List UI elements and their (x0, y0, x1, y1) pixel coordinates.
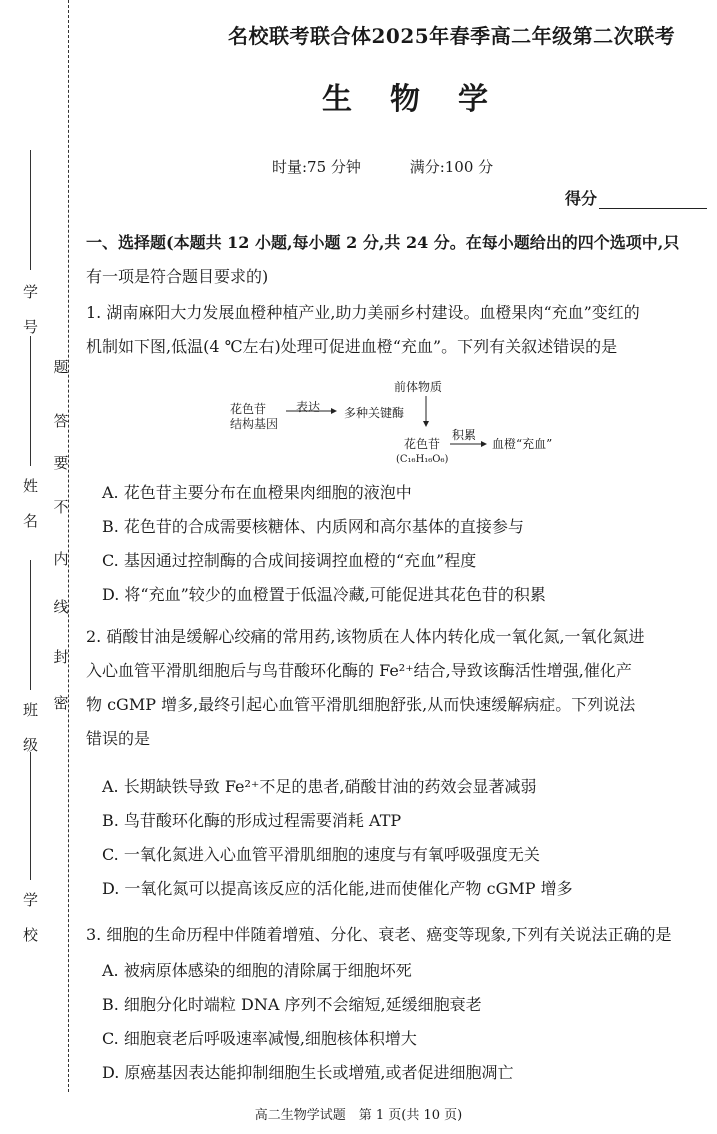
seal-char: 线 (53, 598, 69, 616)
field-label-school (22, 892, 40, 962)
section-heading-line1: 一、选择题(本题共 12 小题,每小题 2 分,共 24 分。在每小题给出的四个选项中,只 (86, 233, 680, 252)
option-a: A. 花色苷主要分布在血橙果肉细胞的液泡中 (102, 483, 412, 502)
seal-char: 内 (53, 550, 69, 568)
field-line-class (30, 560, 31, 690)
section-heading (86, 226, 706, 294)
seal-char: 答 (53, 412, 69, 430)
field-text: 学号 (21, 284, 39, 354)
seal-char: 封 (53, 648, 69, 666)
option-b: B. 细胞分化时端粒 DNA 序列不会缩短,延缓细胞衰老 (102, 995, 482, 1014)
option-c: C. 细胞衰老后呼吸速率减慢,细胞核体积增大 (102, 1029, 417, 1048)
option-a: A. 被病原体感染的细胞的清除属于细胞坏死 (102, 961, 412, 980)
option-a: A. 长期缺铁导致 Fe²⁺不足的患者,硝酸甘油的药效会显著减弱 (102, 777, 537, 796)
stem-line: 3. 细胞的生命历程中伴随着增殖、分化、衰老、癌变等现象,下列有关说法正确的是 (86, 925, 672, 944)
full-score-label: 满分:100 分 (409, 158, 494, 176)
stem-line: 1. 湖南麻阳大力发展血橙种植产业,助力美丽乡村建设。血橙果肉“充血”变红的 (86, 303, 640, 322)
gene-label-line1: 花色苷 (230, 402, 267, 416)
product-label: 花色苷 (404, 437, 441, 451)
question-1-stem (86, 296, 706, 364)
gene-label-line2: 结构基因 (230, 417, 279, 431)
anthocyanin-diagram (226, 376, 606, 472)
exam-meta (272, 156, 537, 177)
result-label: 血橙“充血” (492, 437, 553, 451)
formula-label: (C₁₆H₁₆O₆) (396, 454, 449, 465)
page-footer: 高二生物学试题 第 1 页(共 10 页) (254, 1108, 463, 1123)
exam-title: 名校联考联合体2025年春季高二年级第二次联考 (228, 24, 676, 48)
question-2-stem (86, 620, 706, 756)
field-line-name (30, 336, 31, 466)
question-3-stem (86, 918, 706, 952)
field-text: 姓名 (21, 478, 39, 548)
seal-char: 密 (53, 694, 69, 712)
stem-line: 物 cGMP 增多,最终引起心血管平滑肌细胞舒张,从而快速缓解病症。下列说法 (86, 695, 636, 714)
express-label: 表达 (296, 400, 321, 414)
question-2-options (102, 770, 573, 906)
option-b: B. 花色苷的合成需要核糖体、内质网和高尔基体的直接参与 (102, 517, 524, 536)
field-label-student-id (22, 284, 40, 354)
stem-line: 入心血管平滑肌细胞后与鸟苷酸环化酶的 Fe²⁺结合,导致该酶活性增强,催化产 (86, 661, 632, 680)
field-line-school (30, 752, 31, 880)
field-text: 班级 (21, 702, 39, 772)
stem-line: 错误的是 (86, 729, 151, 748)
seal-char: 不 (53, 498, 69, 516)
enzymes-label: 多种关键酶 (344, 406, 405, 420)
precursor-label: 前体物质 (394, 380, 443, 394)
time-label: 时量:75 分钟 (272, 158, 361, 176)
seal-char: 题 (53, 358, 69, 376)
stem-line: 2. 硝酸甘油是缓解心绞痛的常用药,该物质在人体内转化成一氧化氮,一氧化氮进 (86, 627, 645, 646)
accumulate-label: 积累 (452, 428, 477, 442)
question-1-options (102, 476, 546, 612)
score-box (565, 186, 707, 209)
option-d: D. 一氧化氮可以提高该反应的活化能,进而使催化产物 cGMP 增多 (102, 879, 573, 898)
option-b: B. 鸟苷酸环化酶的形成过程需要消耗 ATP (102, 811, 402, 830)
option-c: C. 一氧化氮进入心血管平滑肌细胞的速度与有氧呼吸强度无关 (102, 845, 540, 864)
score-blank[interactable] (599, 208, 707, 209)
subject-title: 生物学 (322, 82, 526, 117)
score-label: 得分 (565, 189, 598, 208)
option-d: D. 将“充血”较少的血橙置于低温冷藏,可能促进其花色苷的积累 (102, 585, 546, 604)
field-line-student-id (30, 150, 31, 270)
field-label-name (22, 478, 40, 548)
option-c: C. 基因通过控制酶的合成间接调控血橙的“充血”程度 (102, 551, 477, 570)
seal-char: 要 (53, 454, 69, 472)
field-label-class (22, 702, 40, 772)
option-d: D. 原癌基因表达能抑制细胞生长或增殖,或者促进细胞凋亡 (102, 1063, 514, 1082)
question-3-options (102, 954, 514, 1090)
section-heading-line2: 有一项是符合题目要求的) (86, 267, 269, 286)
field-text: 学校 (21, 892, 39, 962)
binding-dashed-line (68, 0, 69, 1092)
stem-line: 机制如下图,低温(4 ℃左右)处理可促进血橙“充血”。下列有关叙述错误的是 (86, 337, 618, 356)
